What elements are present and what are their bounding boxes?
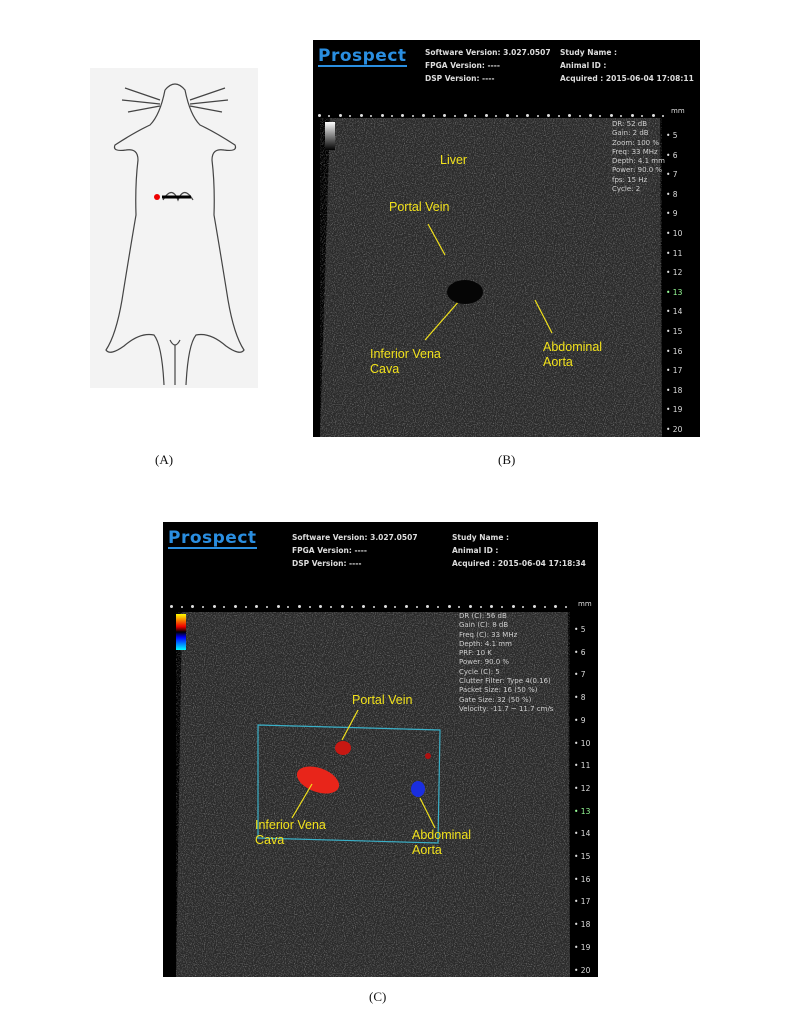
scale-dot	[309, 606, 311, 608]
study-info-b	[560, 46, 694, 85]
parameter-line: Depth: 4.1 mm	[612, 157, 665, 166]
parameter-line: Gain: 2 dB	[612, 129, 649, 138]
depth-tick-5: • 5	[666, 131, 678, 140]
parameter-line: PRF: 10 K	[459, 649, 492, 658]
scale-dot	[589, 114, 592, 117]
scale-dot	[339, 114, 342, 117]
scale-dot	[480, 606, 482, 608]
depth-tick-10: • 10	[666, 229, 683, 238]
label-ivc-b	[370, 347, 441, 377]
depth-tick-17: • 17	[666, 366, 683, 376]
parameter-line: Freq: 33 MHz	[612, 147, 658, 156]
label-aorta-b	[543, 340, 602, 370]
depth-tick-16: • 16	[666, 346, 683, 356]
scale-dot	[245, 606, 247, 608]
scale-dot	[579, 115, 581, 117]
parameter-line: Zoom: 100 %	[612, 138, 660, 147]
scale-dot	[506, 114, 509, 117]
depth-tick-20: • 20	[666, 425, 683, 434]
depth-tick-10: • 10	[574, 738, 591, 748]
parameter-line: Packet Size: 16 (50 %)	[459, 686, 538, 695]
depth-tick-6: • 6	[574, 647, 586, 657]
caption-c: (C)	[369, 989, 387, 1004]
parameter-line: fps: 15 Hz	[612, 175, 648, 184]
scale-dot	[391, 115, 393, 117]
parameter-line: Cycle: 2	[612, 185, 641, 194]
scale-dot	[405, 605, 408, 608]
imaging-parameters-b	[612, 120, 665, 194]
dsp-version: DSP Version: ----	[292, 559, 362, 568]
scale-dot	[213, 605, 216, 608]
prospect-logo-c: Prospect	[168, 528, 257, 548]
parameter-line: Cycle (C): 5	[459, 667, 500, 676]
acquired-time: Acquired : 2015-06-04 17:18:34	[452, 559, 586, 568]
fpga-version: FPGA Version: ----	[425, 61, 500, 70]
depth-tick-7: • 7	[666, 170, 678, 180]
depth-tick-17: • 17	[574, 897, 591, 907]
parameter-line: Gate Size: 32 (50 %)	[459, 695, 532, 704]
parameter-line: Depth: 4.1 mm	[459, 639, 512, 648]
depth-tick-11: • 11	[574, 761, 591, 771]
scale-dot	[544, 606, 546, 608]
prospect-logo: Prospect	[318, 46, 407, 66]
depth-tick-12: • 12	[666, 268, 683, 278]
label-aorta-line1: Abdominal	[412, 828, 472, 842]
depth-tick-14: • 14	[666, 307, 683, 317]
depth-tick-5: • 5	[574, 625, 586, 634]
aorta-flow	[411, 781, 425, 797]
depth-tick-18: • 18	[666, 385, 683, 395]
depth-tick-9: • 9	[574, 715, 586, 725]
parameter-line: DR: 52 dB	[612, 120, 647, 128]
study-name: Study Name :	[560, 48, 618, 57]
unit-label-c: mm	[578, 600, 592, 608]
panel-a-background	[90, 68, 258, 388]
parameter-line: Power: 90.0 %	[612, 166, 663, 175]
study-name: Study Name :	[452, 533, 510, 542]
scale-dot	[433, 115, 435, 117]
parameter-line: Velocity: -11.7 ~ 11.7 cm/s	[459, 704, 554, 713]
scale-dot	[360, 114, 363, 117]
depth-tick-11: • 11	[666, 248, 683, 258]
scale-dot	[384, 605, 387, 608]
scale-dot	[631, 114, 634, 117]
scale-dot	[610, 114, 613, 117]
device-info-b	[425, 46, 551, 85]
depth-tick-15: • 15	[666, 327, 683, 336]
depth-tick-12: • 12	[574, 783, 591, 793]
scale-dot	[318, 114, 321, 117]
grayscale-bar-b	[325, 122, 335, 150]
label-ivc-c	[255, 818, 326, 848]
scale-dot	[469, 605, 472, 608]
label-ivc-line2: Cava	[255, 833, 285, 847]
study-info-c	[452, 531, 586, 570]
red-marker-dot	[154, 194, 160, 200]
imaging-parameters-c	[459, 612, 553, 714]
depth-tick-8: • 8	[574, 693, 586, 703]
scale-dot	[501, 606, 503, 608]
label-aorta-line2: Aorta	[412, 843, 442, 857]
scale-dot	[537, 115, 539, 117]
depth-tick-6: • 6	[666, 150, 678, 160]
scale-dot	[565, 606, 567, 608]
depth-tick-9: • 9	[666, 209, 678, 219]
label-ivc-line1: Inferior Vena	[370, 347, 441, 361]
label-portal-vein-c: Portal Vein	[352, 693, 413, 707]
scale-dot	[416, 606, 418, 608]
parameter-line: DR (C): 56 dB	[459, 612, 507, 620]
scale-dot	[170, 605, 173, 608]
software-version: Software Version: 3.027.0507	[292, 533, 418, 542]
label-ivc-line1: Inferior Vena	[255, 818, 326, 832]
depth-tick-15: • 15	[574, 852, 591, 861]
depth-tick-14: • 14	[574, 829, 591, 839]
scale-dot	[412, 115, 414, 117]
animal-id: Animal ID :	[560, 61, 607, 70]
scale-dot	[558, 115, 560, 117]
scale-dot	[381, 114, 384, 117]
depth-tick-8: • 8	[666, 189, 678, 199]
scale-dot	[662, 115, 664, 117]
depth-tick-16: • 16	[574, 874, 591, 884]
software-version: Software Version: 3.027.0507	[425, 48, 551, 57]
scale-dot	[454, 115, 456, 117]
scale-dot	[464, 114, 467, 117]
scale-dot	[652, 114, 655, 117]
fpga-version: FPGA Version: ----	[292, 546, 367, 555]
depth-tick-20: • 20	[574, 965, 591, 975]
label-aorta-line2: Aorta	[543, 355, 573, 369]
depth-tick-19: • 19	[574, 942, 591, 952]
velocity-color-bar	[176, 614, 186, 650]
label-aorta-c	[412, 828, 471, 858]
unit-label-b: mm	[671, 107, 685, 115]
label-liver: Liver	[440, 153, 468, 167]
depth-tick-19: • 19	[666, 405, 683, 415]
label-aorta-line1: Abdominal	[543, 340, 603, 354]
scale-dot	[341, 605, 344, 608]
parameter-line: Gain (C): 8 dB	[459, 621, 509, 630]
caption-a: (A)	[155, 452, 174, 467]
scale-dot	[202, 606, 204, 608]
depth-tick-18: • 18	[574, 920, 591, 930]
acquired-time: Acquired : 2015-06-04 17:08:11	[560, 74, 694, 83]
device-info-c	[292, 531, 418, 570]
caption-b: (B)	[498, 452, 516, 467]
scale-dot	[533, 605, 536, 608]
scale-dot	[181, 606, 183, 608]
scale-dot	[373, 606, 375, 608]
parameter-line: Clutter Filter: Type 4(0.16)	[459, 677, 551, 686]
scale-dot	[512, 605, 515, 608]
depth-tick-7: • 7	[574, 670, 586, 680]
parameter-line: Power: 90.0 %	[459, 658, 510, 667]
label-portal-vein-b: Portal Vein	[389, 200, 450, 214]
dsp-version: DSP Version: ----	[425, 74, 495, 83]
depth-tick-13: • 13	[666, 287, 683, 297]
portal-vein-flow	[335, 741, 351, 755]
label-ivc-line2: Cava	[370, 362, 400, 376]
animal-id: Animal ID :	[452, 546, 499, 555]
scale-dot	[437, 606, 439, 608]
scale-dot	[485, 114, 488, 117]
parameter-line: Freq (C): 33 MHz	[459, 630, 518, 639]
scale-dot	[277, 605, 280, 608]
depth-tick-13: • 13	[574, 806, 591, 816]
scale-dot	[448, 605, 451, 608]
